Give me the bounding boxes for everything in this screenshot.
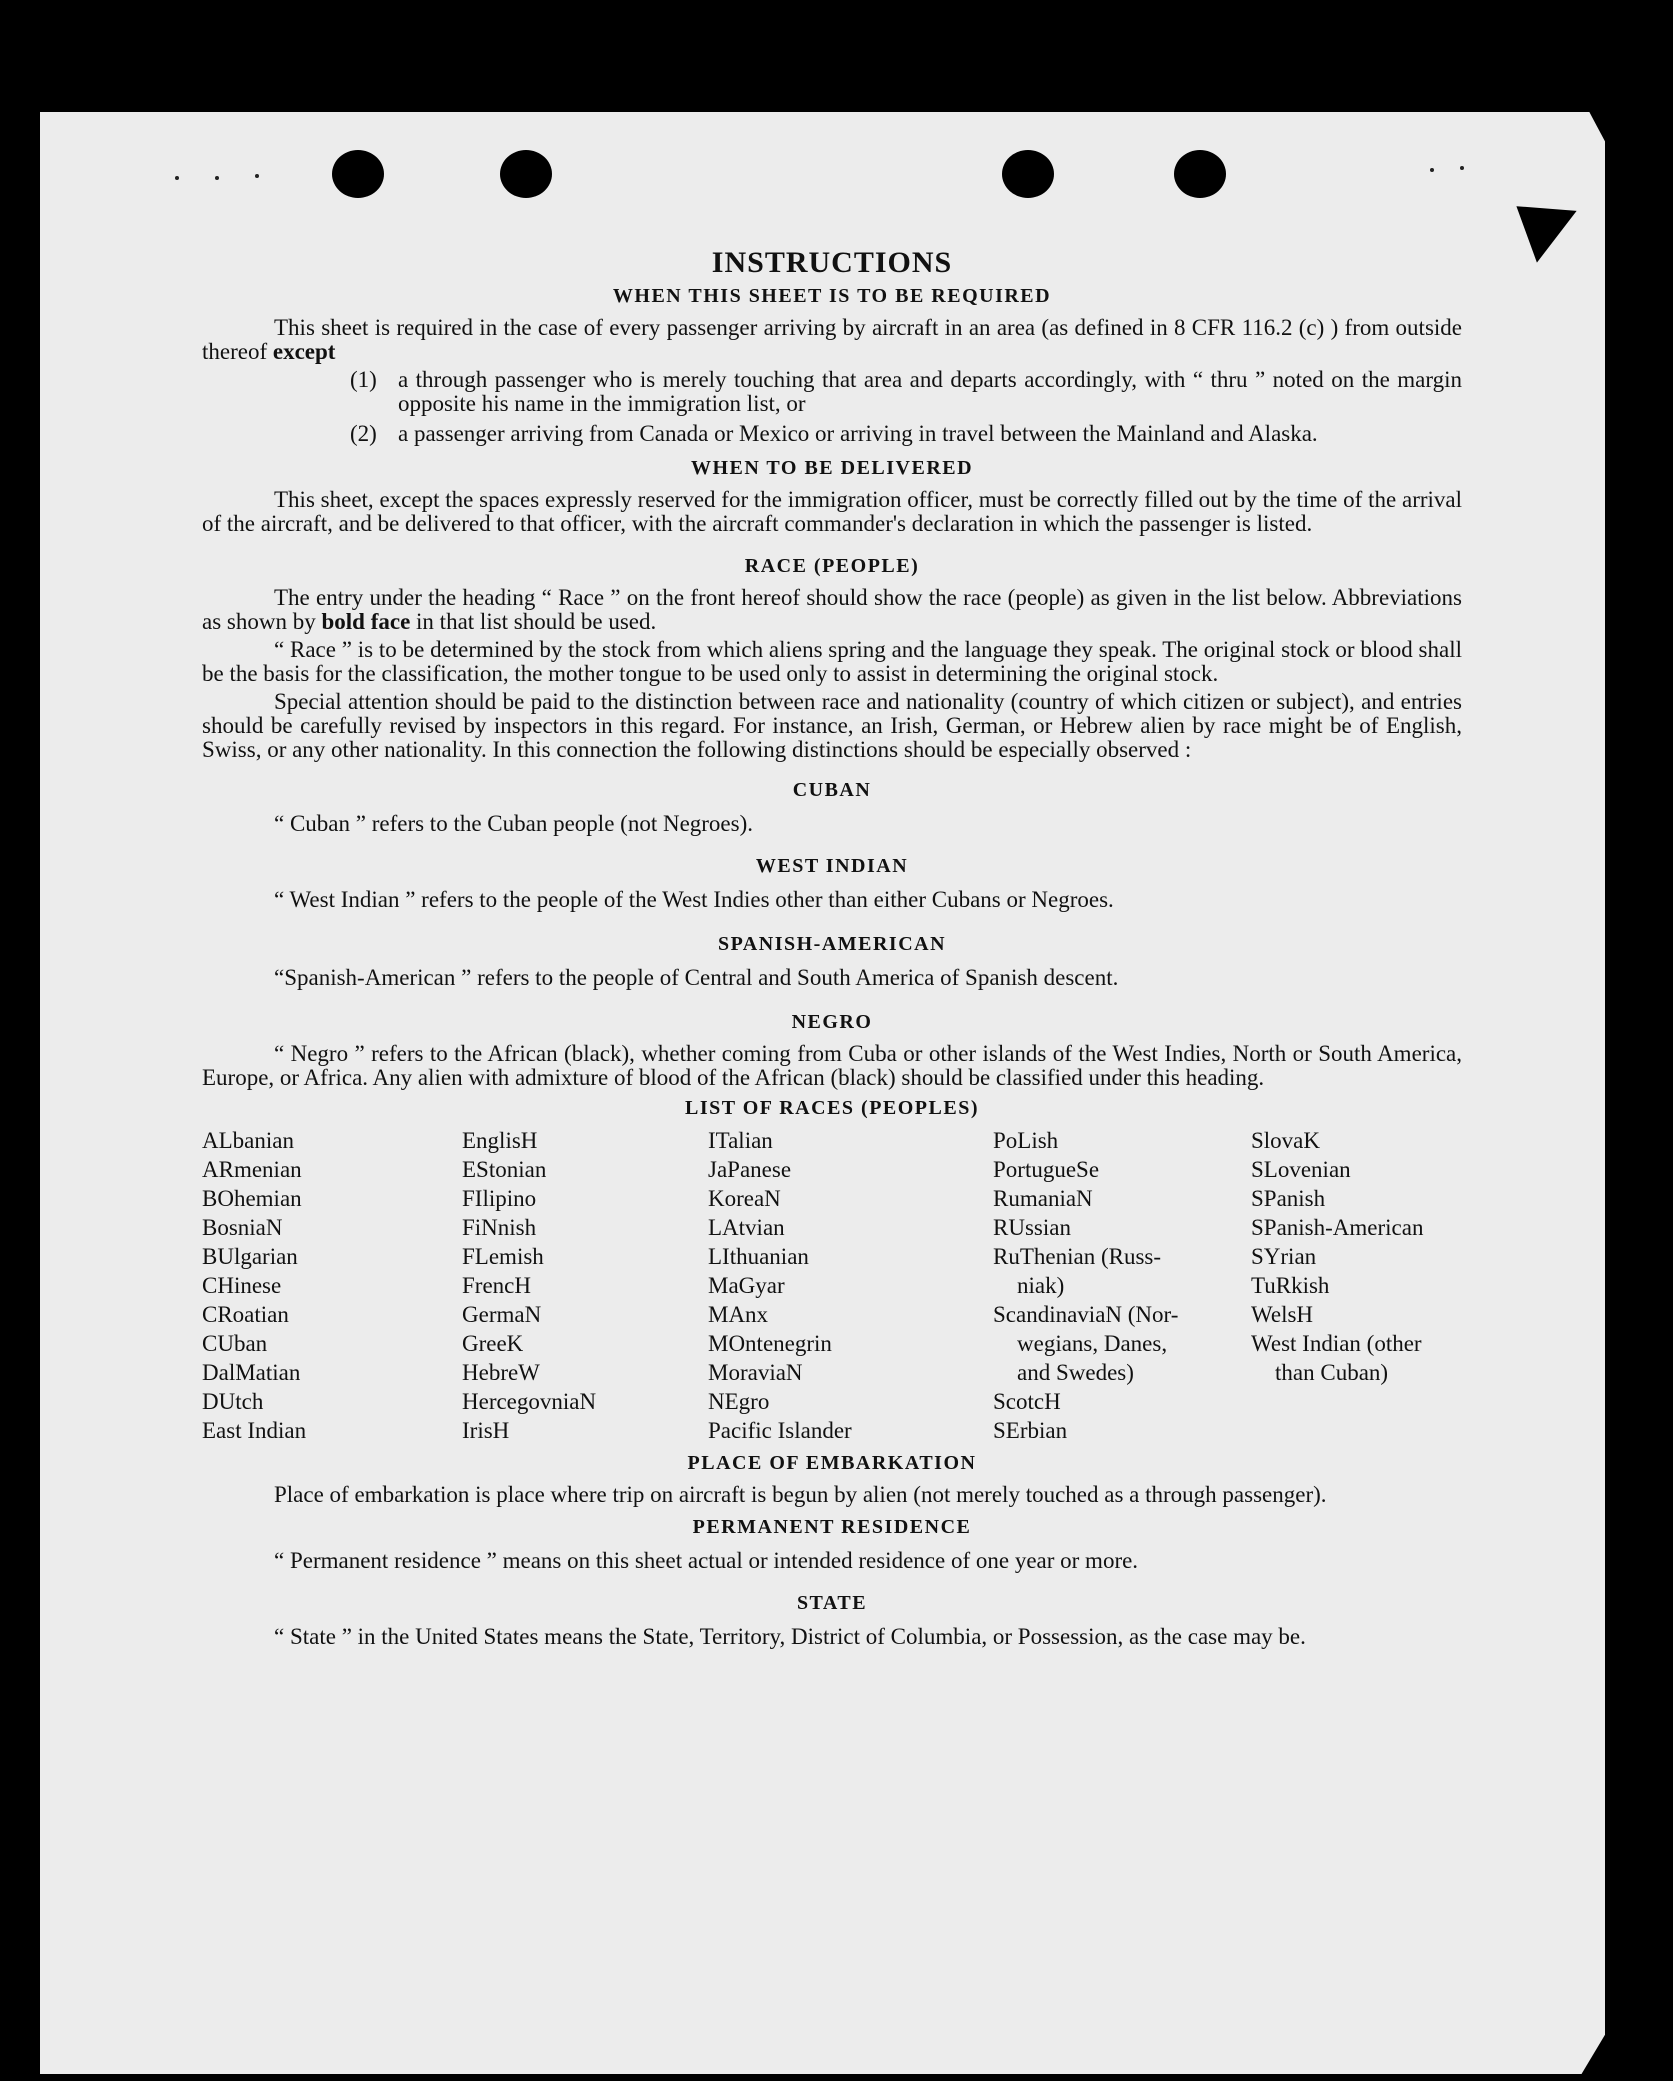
race-entry: DalMatian: [202, 1360, 301, 1385]
race-entry: JaPanese: [708, 1157, 792, 1182]
race-paragraph-2: “ Race ” is to be determined by the stock from which aliens spring and the language they speak. The original stock or blood shall be the basis for the classification, the mother tongue to be used only to assist in determining the original stock.: [202, 637, 1462, 686]
section-heading-list-of-races: LIST OF RACES (PEOPLES): [684, 1097, 979, 1119]
race-entry: SLovenian: [1251, 1157, 1351, 1182]
required-item-1: (1) a through passenger who is merely touching that area and departs accordingly, with “ thru ” noted on the margin opposite his name in the immigration list, or: [350, 367, 1462, 416]
race-entry: East Indian: [202, 1418, 307, 1443]
races-column-4: [993, 1126, 1251, 1445]
race-entry: DUtch: [202, 1389, 264, 1414]
race-entry: FLemish: [462, 1244, 544, 1269]
west-indian-text: “ West Indian ” refers to the people of the West Indies other than either Cubans or Negroes.: [274, 887, 1114, 912]
race-entry: ARmenian: [202, 1157, 302, 1182]
race-entry: FIlipino: [462, 1186, 537, 1211]
race-entry: SlovaK: [1251, 1128, 1320, 1153]
punch-hole: [1002, 150, 1054, 198]
race-entry: NEgro: [708, 1389, 770, 1414]
race-entry: EnglisH: [462, 1128, 538, 1153]
race-entry: GermaN: [462, 1302, 542, 1327]
state-text: “ State ” in the United States means the State, Territory, District of Columbia, or Possession, as the case may be.: [274, 1624, 1306, 1649]
race-entry: HercegovniaN: [462, 1389, 597, 1414]
race-entry: WelsH: [1251, 1302, 1314, 1327]
races-column-3: [708, 1126, 993, 1445]
races-column-5: [1251, 1126, 1471, 1445]
race-entry: IrisH: [462, 1418, 510, 1443]
race-entry: CRoatian: [202, 1302, 289, 1327]
punch-hole: [500, 150, 552, 198]
section-heading-west-indian: WEST INDIAN: [755, 855, 909, 877]
race-paragraph-3: Special attention should be paid to the distinction between race and nationality (country of which citizen or subject), and entries should be carefully revised by inspectors in this regard. For instance, an Irish, German, or Hebrew alien by race might be of English, Swiss, or any other nationality. In this connection the following distinctions should be especially observed :: [202, 689, 1462, 762]
page-title: INSTRUCTIONS: [711, 246, 953, 279]
race-entry: ScandinaviaN (Nor-: [993, 1302, 1179, 1327]
races-column-1: [202, 1126, 462, 1445]
race-entry: CHinese: [202, 1273, 282, 1298]
section-heading-delivered: WHEN TO BE DELIVERED: [690, 457, 974, 479]
race-entry: SErbian: [993, 1418, 1068, 1443]
negro-text: “ Negro ” refers to the African (black), whether coming from Cuba or other islands of the West Indies, North or South America, Europe, or Africa. Any alien with admixture of blood of the African (black) should be classified under this heading.: [202, 1041, 1462, 1090]
race-entry: HebreW: [462, 1360, 540, 1385]
race-entry: niak): [1017, 1273, 1065, 1298]
race-entry: PortugueSe: [993, 1157, 1100, 1182]
race-entry: LIthuanian: [708, 1244, 809, 1269]
section-heading-required: WHEN THIS SHEET IS TO BE REQUIRED: [612, 285, 1052, 307]
race-paragraph-1: The entry under the heading “ Race ” on the front hereof should show the race (people) as given in the list below. Abbreviations as shown by bold face in that list should be used.: [202, 585, 1462, 634]
race-entry: BosniaN: [202, 1215, 283, 1240]
race-entry: CUban: [202, 1331, 268, 1356]
section-heading-negro: NEGRO: [791, 1011, 873, 1033]
embarkation-text: Place of embarkation is place where trip on aircraft is begun by alien (not merely touched as a through passenger).: [274, 1482, 1327, 1507]
race-entry: GreeK: [462, 1331, 524, 1356]
race-entry: MOntenegrin: [708, 1331, 832, 1356]
residence-text: “ Permanent residence ” means on this sheet actual or intended residence of one year or more.: [274, 1548, 1139, 1573]
race-entry: Pacific Islander: [708, 1418, 852, 1443]
race-entry: EStonian: [462, 1157, 547, 1182]
race-entry: TuRkish: [1251, 1273, 1330, 1298]
section-heading-spanish-american: SPANISH-AMERICAN: [717, 933, 947, 955]
punch-hole: [1174, 150, 1226, 198]
race-entry: RuThenian (Russ-: [993, 1244, 1162, 1269]
race-entry: SYrian: [1251, 1244, 1317, 1269]
race-entry: FrencH: [462, 1273, 531, 1298]
section-heading-residence: PERMANENT RESIDENCE: [692, 1516, 972, 1538]
race-entry: West Indian (other: [1251, 1331, 1422, 1356]
race-entry: MAnx: [708, 1302, 769, 1327]
race-entry: ALbanian: [202, 1128, 294, 1153]
race-entry: BUlgarian: [202, 1244, 298, 1269]
race-entry: SPanish-American: [1251, 1215, 1424, 1240]
required-intro: This sheet is required in the case of every passenger arriving by aircraft in an area (as defined in 8 CFR 116.2 (c) ) from outside thereof except: [202, 315, 1462, 364]
race-entry: and Swedes): [1017, 1360, 1134, 1385]
spanish-american-text: “Spanish-American ” refers to the people of Central and South America of Spanish descent.: [274, 965, 1119, 990]
section-heading-state: STATE: [796, 1592, 868, 1614]
race-entry: PoLish: [993, 1128, 1059, 1153]
race-entry: LAtvian: [708, 1215, 785, 1240]
race-entry: MaGyar: [708, 1273, 785, 1298]
race-entry: ScotcH: [993, 1389, 1061, 1414]
section-heading-race: RACE (PEOPLE): [744, 555, 920, 577]
race-entry: BOhemian: [202, 1186, 302, 1211]
race-entry: FiNnish: [462, 1215, 537, 1240]
delivered-text: This sheet, except the spaces expressly reserved for the immigration officer, must be correctly filled out by the time of the arrival of the aircraft, and be delivered to that officer, with the aircraft commander's declaration in which the passenger is listed.: [202, 487, 1462, 536]
required-item-2: (2) a passenger arriving from Canada or Mexico or arriving in travel between the Mainland and Alaska.: [350, 421, 1318, 446]
race-entry: wegians, Danes,: [1017, 1331, 1168, 1356]
punch-hole: [332, 150, 384, 198]
race-entry: ITalian: [708, 1128, 773, 1153]
race-entry: SPanish: [1251, 1186, 1326, 1211]
race-entry: than Cuban): [1275, 1360, 1389, 1385]
race-entry: RumaniaN: [993, 1186, 1093, 1211]
instructions-content: [202, 246, 1462, 1649]
section-heading-cuban: CUBAN: [792, 779, 872, 801]
cuban-text: “ Cuban ” refers to the Cuban people (not Negroes).: [274, 811, 754, 836]
race-entry: MoraviaN: [708, 1360, 803, 1385]
race-entry: RUssian: [993, 1215, 1071, 1240]
section-heading-embarkation: PLACE OF EMBARKATION: [687, 1452, 977, 1474]
race-entry: KoreaN: [708, 1186, 781, 1211]
races-list: [202, 1126, 1462, 1445]
races-column-2: [462, 1126, 708, 1445]
